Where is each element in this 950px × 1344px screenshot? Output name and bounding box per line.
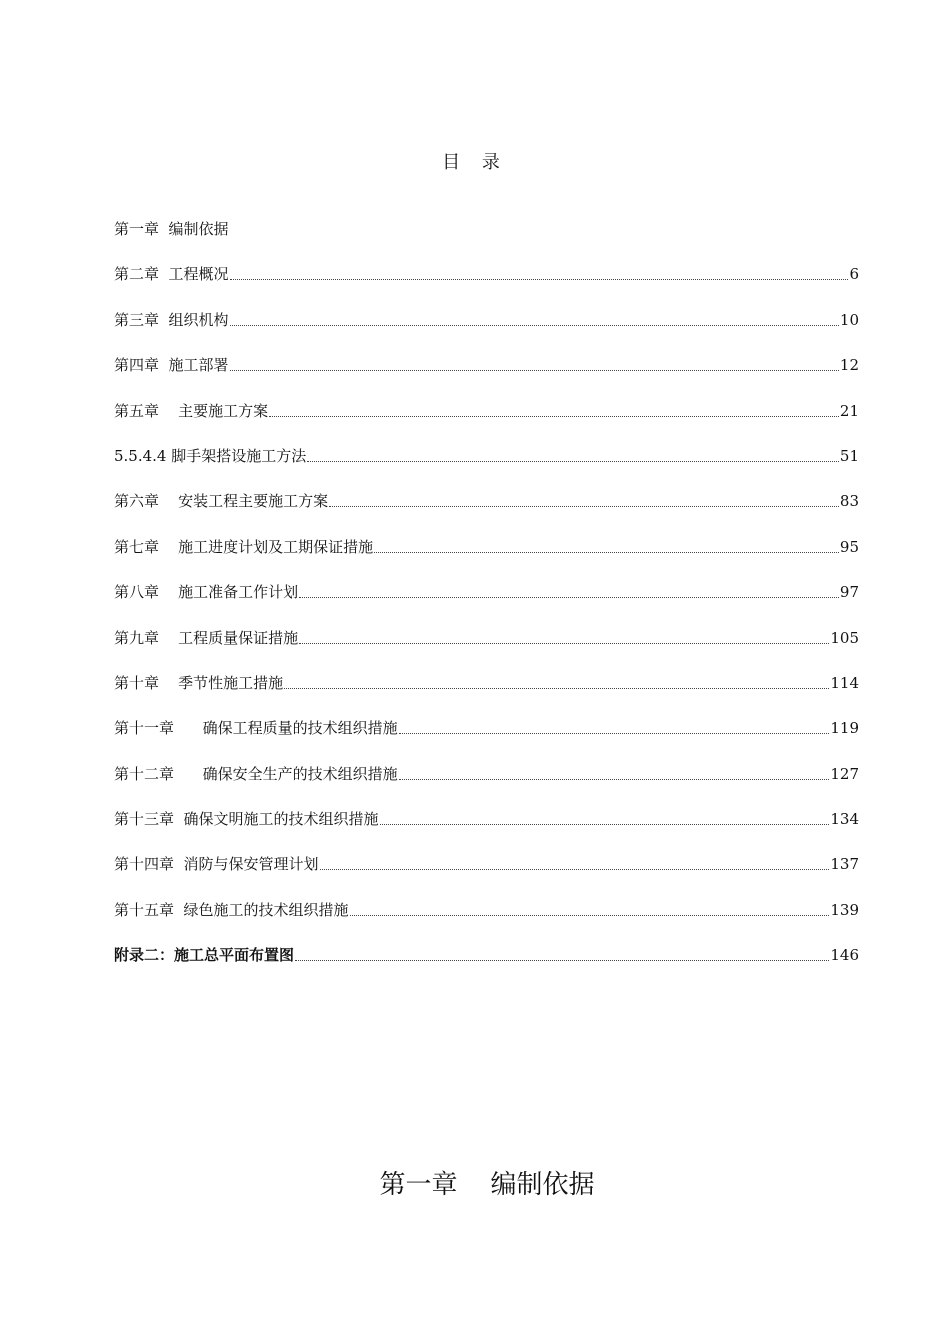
toc-item[interactable]: [114, 331, 859, 376]
toc-leader-dots: [320, 869, 830, 870]
toc-item-page: 114: [830, 673, 859, 692]
toc-item-appendix[interactable]: [114, 921, 859, 966]
toc-item-label: 第五章 主要施工方案: [114, 401, 269, 420]
toc-leader-dots: [284, 688, 829, 689]
toc-item-label: 5.5.4.4 脚手架搭设施工方法: [114, 446, 307, 465]
toc-item-label: 第十章 季节性施工措施: [114, 673, 284, 692]
toc-item[interactable]: [114, 558, 859, 603]
toc-item-label: 第七章 施工进度计划及工期保证措施: [114, 537, 374, 556]
toc-item[interactable]: [114, 694, 859, 739]
toc-item-label: 第一章 编制依据: [114, 220, 229, 238]
toc-item[interactable]: [114, 739, 859, 784]
toc-item[interactable]: [114, 875, 859, 920]
toc-item[interactable]: [114, 785, 859, 830]
toc-item-label: 第六章 安装工程主要施工方案: [114, 492, 329, 511]
toc-item-label: 第十一章 确保工程质量的技术组织措施: [114, 719, 398, 738]
toc-item-page: 139: [830, 900, 859, 919]
toc-leader-dots: [299, 597, 839, 598]
toc-item[interactable]: [114, 649, 859, 694]
toc-list: [114, 218, 859, 966]
toc-item-label: 第十四章 消防与保安管理计划: [114, 855, 319, 874]
toc-item-label: 第九章 工程质量保证措施: [114, 628, 299, 647]
toc-item-page: 119: [830, 719, 859, 738]
toc-leader-dots: [230, 325, 839, 326]
toc-leader-dots: [399, 779, 830, 780]
toc-item-page: 134: [830, 810, 859, 829]
toc-item-page: 146: [830, 946, 859, 965]
toc-item[interactable]: [114, 830, 859, 875]
toc-item-page: 12: [839, 356, 859, 375]
toc-item-label: 第十二章 确保安全生产的技术组织措施: [114, 764, 398, 783]
toc-item[interactable]: [114, 285, 859, 330]
toc-item-label: 第十五章 绿色施工的技术组织措施: [114, 900, 349, 919]
toc-item-label: 附录二：施工总平面布置图: [114, 946, 295, 965]
chapter-heading: 第一章 编制依据: [379, 1170, 595, 1200]
toc-item-label: 第二章 工程概况: [114, 265, 229, 284]
toc-item[interactable]: [114, 218, 859, 240]
toc-item-page: 10: [839, 310, 859, 329]
toc-item[interactable]: [114, 512, 859, 557]
toc-item-label: 第十三章 确保文明施工的技术组织措施: [114, 810, 379, 829]
toc-item-page: 137: [830, 855, 859, 874]
toc-leader-dots: [380, 824, 830, 825]
toc-item-label: 第四章 施工部署: [114, 356, 229, 375]
toc-leader-dots: [295, 960, 829, 961]
toc-item-label: 第三章 组织机构: [114, 310, 229, 329]
toc-item-page: 6: [849, 265, 859, 284]
toc-item[interactable]: [114, 240, 859, 285]
toc-title: 目 录: [442, 152, 508, 173]
toc-item[interactable]: [114, 422, 859, 467]
toc-leader-dots: [329, 506, 839, 507]
toc-item[interactable]: [114, 603, 859, 648]
toc-item-page: 97: [839, 583, 859, 602]
toc-leader-dots: [230, 370, 839, 371]
toc-item-page: 83: [839, 492, 859, 511]
toc-item-page: 51: [839, 446, 859, 465]
toc-item-label: 第八章 施工准备工作计划: [114, 583, 299, 602]
toc-item[interactable]: [114, 467, 859, 512]
toc-item-page: 127: [830, 764, 859, 783]
toc-leader-dots: [350, 915, 830, 916]
toc-item-page: 105: [830, 628, 859, 647]
toc-leader-dots: [374, 552, 839, 553]
toc-item[interactable]: [114, 376, 859, 421]
toc-leader-dots: [307, 461, 839, 462]
toc-item-page: 95: [839, 537, 859, 556]
toc-leader-dots: [299, 643, 829, 644]
toc-leader-dots: [230, 279, 849, 280]
toc-item-page: 21: [839, 401, 859, 420]
toc-leader-dots: [399, 733, 830, 734]
toc-leader-dots: [269, 416, 839, 417]
